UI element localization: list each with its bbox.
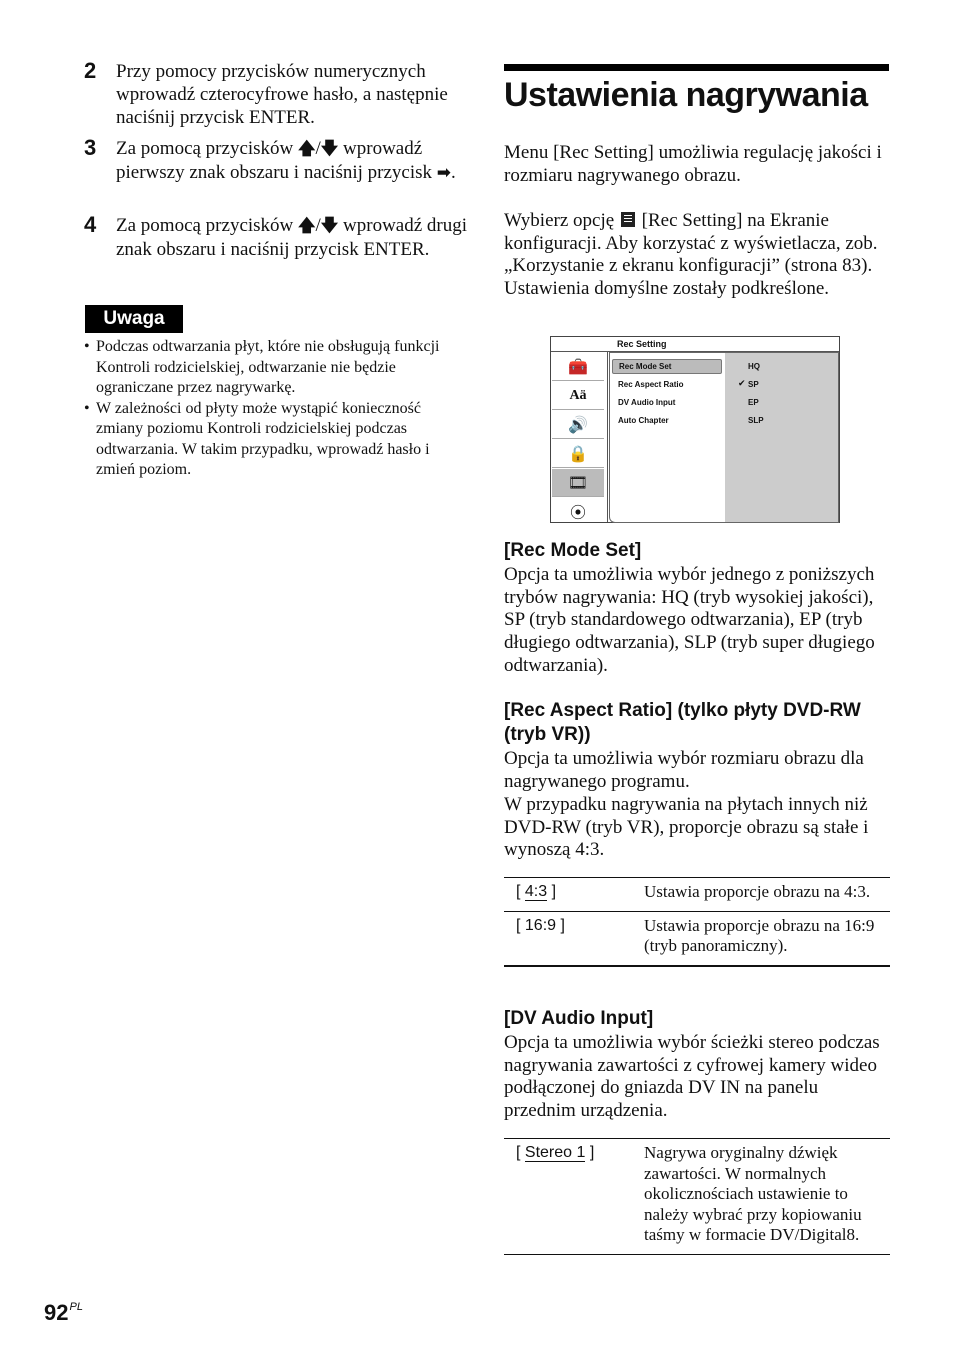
value-option[interactable]: SLP: [748, 416, 764, 425]
menu-item-rec-aspect-ratio[interactable]: Rec Aspect Ratio: [618, 380, 684, 389]
aspect-table: [504, 877, 890, 967]
toolbox-icon[interactable]: 🧰: [552, 353, 604, 381]
dv-audio-heading: [DV Audio Input]: [504, 1008, 654, 1029]
select-paragraph: [504, 210, 890, 301]
step-number: 2: [84, 58, 97, 83]
table-key: [504, 1139, 644, 1255]
step-text-part: wprowadź drugi znak obszaru i naciśnij przycisk ENTER.: [116, 215, 468, 260]
table-row: [504, 911, 890, 966]
up-arrow-icon: 🡅: [298, 139, 316, 159]
settings-panel: [609, 352, 839, 523]
step-text: Za pomocą przycisków 🡅/🡇 wprowadź drugi znak obszaru i naciśnij przycisk ENTER.: [116, 215, 468, 260]
intro-paragraph: Menu [Rec Setting] umożliwia regulację jakości i rozmiaru nagrywanego obrazu.: [504, 142, 882, 186]
title-rule: [504, 64, 889, 71]
bracket: ]: [585, 1144, 595, 1161]
note-list: [84, 337, 469, 481]
page-lang: PL: [69, 1301, 83, 1313]
table-desc: Ustawia proporcje obrazu na 16:9 (tryb panoramiczny).: [644, 915, 875, 955]
step-text-part: Za pomocą przycisków: [116, 215, 299, 236]
page-number-value: 92: [44, 1300, 69, 1325]
setup-screen: [550, 336, 840, 523]
check-icon: ✔: [738, 379, 746, 389]
note-item: • Podczas odtwarzania płyt, które nie obsługują funkcji Kontroli rodzicielskiej, odtwarzanie nie będzie ograniczane przez nagrywarkę.: [84, 337, 469, 399]
rec-aspect-heading: [Rec Aspect Ratio] (tylko płyty DVD-RW (tryb VR)): [504, 700, 861, 745]
note-label: Uwaga: [85, 305, 183, 333]
bracket: [: [516, 883, 525, 900]
select-text-a: Wybierz opcję: [504, 210, 619, 231]
step-text: Za pomocą przycisków 🡅/🡇 wprowadź pierwszy znak obszaru i naciśnij przycisk ➡.: [116, 138, 456, 183]
step-text-part: Za pomocą przycisków: [116, 138, 299, 159]
menu-item-rec-mode-set[interactable]: Rec Mode Set: [612, 359, 722, 374]
menu-item-dv-audio-input[interactable]: DV Audio Input: [618, 398, 676, 407]
dv-audio-table: [504, 1138, 890, 1255]
disc-icon[interactable]: ⦿: [569, 503, 586, 522]
default-option: Stereo 1: [524, 1144, 586, 1161]
table-key: [ 16:9 ]: [516, 916, 565, 934]
screen-title: Rec Setting: [617, 339, 667, 349]
rec-mode-heading: [Rec Mode Set]: [504, 540, 642, 561]
select-text-b: [Rec Setting] na Ekranie konfiguracji. Aby korzystać z wyświetlacza, zob. „Korzystanie z ekranu konfiguracji” (strona 83). Ustawienia domyślne zostały podkreślone.: [504, 210, 878, 300]
down-arrow-icon: 🡇: [320, 139, 339, 159]
note-item: • W zależności od płyty może wystąpić konieczność zmiany poziomu Kontroli rodzicielskiej podczas odtwarzania. W takim przypadku, wprowadź hasło i zmień poziom.: [84, 399, 469, 481]
bracket: ]: [547, 883, 557, 900]
language-icon[interactable]: Aä: [552, 382, 604, 410]
down-arrow-icon: 🡇: [320, 216, 339, 236]
rec-aspect-text-2: W przypadku nagrywania na płytach innych niż DVD-RW (tryb VR), proporcje obrazu są stałe i wynoszą 4:3.: [504, 794, 869, 861]
rec-setting-icon: [621, 212, 635, 227]
bracket: [: [516, 1144, 525, 1161]
dv-audio-text: Opcja ta umożliwia wybór ścieżki stereo podczas nagrywania zawartości z cyfrowej kamery wideo podłączonej do gniazda DV IN na panelu przednim urządzenia.: [504, 1032, 880, 1122]
step-text-part: wprowadź pierwszy znak obszaru i naciśnij przycisk: [116, 138, 437, 183]
lock-icon[interactable]: 🔒: [552, 440, 604, 468]
table-desc: Nagrywa oryginalny dźwięk zawartości. W normalnych okolicznościach ustawienie to należy wybrać przy kopiowaniu taśmy w formacie DV/Digital8.: [644, 1143, 862, 1244]
step-text-part: .: [451, 162, 456, 183]
up-arrow-icon: 🡅: [298, 216, 316, 236]
table-desc: Ustawia proporcje obrazu na 4:3.: [644, 882, 871, 901]
film-icon[interactable]: 🎞: [552, 469, 604, 497]
table-row: [504, 878, 890, 912]
table-row: [504, 1139, 890, 1255]
rec-mode-text: Opcja ta umożliwia wybór jednego z poniższych trybów nagrywania: HQ (tryb wysokiej jakości), SP (tryb standardowego odtwarzania), EP (tryb długiego odtwarzania), SLP (tryb super długiego odtwarzania).: [504, 564, 875, 676]
step-number: 3: [84, 135, 97, 160]
rec-aspect-text-1: Opcja ta umożliwia wybór rozmiaru obrazu dla nagrywanego programu.: [504, 748, 864, 792]
value-option[interactable]: EP: [748, 398, 759, 407]
page-number: [44, 1300, 83, 1326]
step-number: 4: [84, 212, 97, 237]
right-arrow-icon: ➡: [436, 163, 452, 183]
default-option: 4:3: [524, 883, 548, 900]
category-icons: [551, 352, 608, 522]
audio-icon[interactable]: 🔊: [552, 411, 604, 439]
page-title: Ustawienia nagrywania: [504, 76, 868, 114]
value-option[interactable]: HQ: [748, 362, 760, 371]
table-key: [504, 878, 644, 912]
value-option[interactable]: SP: [748, 380, 759, 389]
menu-item-auto-chapter[interactable]: Auto Chapter: [618, 416, 669, 425]
step-text: Przy pomocy przycisków numerycznych wprowadź czterocyfrowe hasło, a następnie naciśnij przycisk ENTER.: [116, 61, 448, 128]
